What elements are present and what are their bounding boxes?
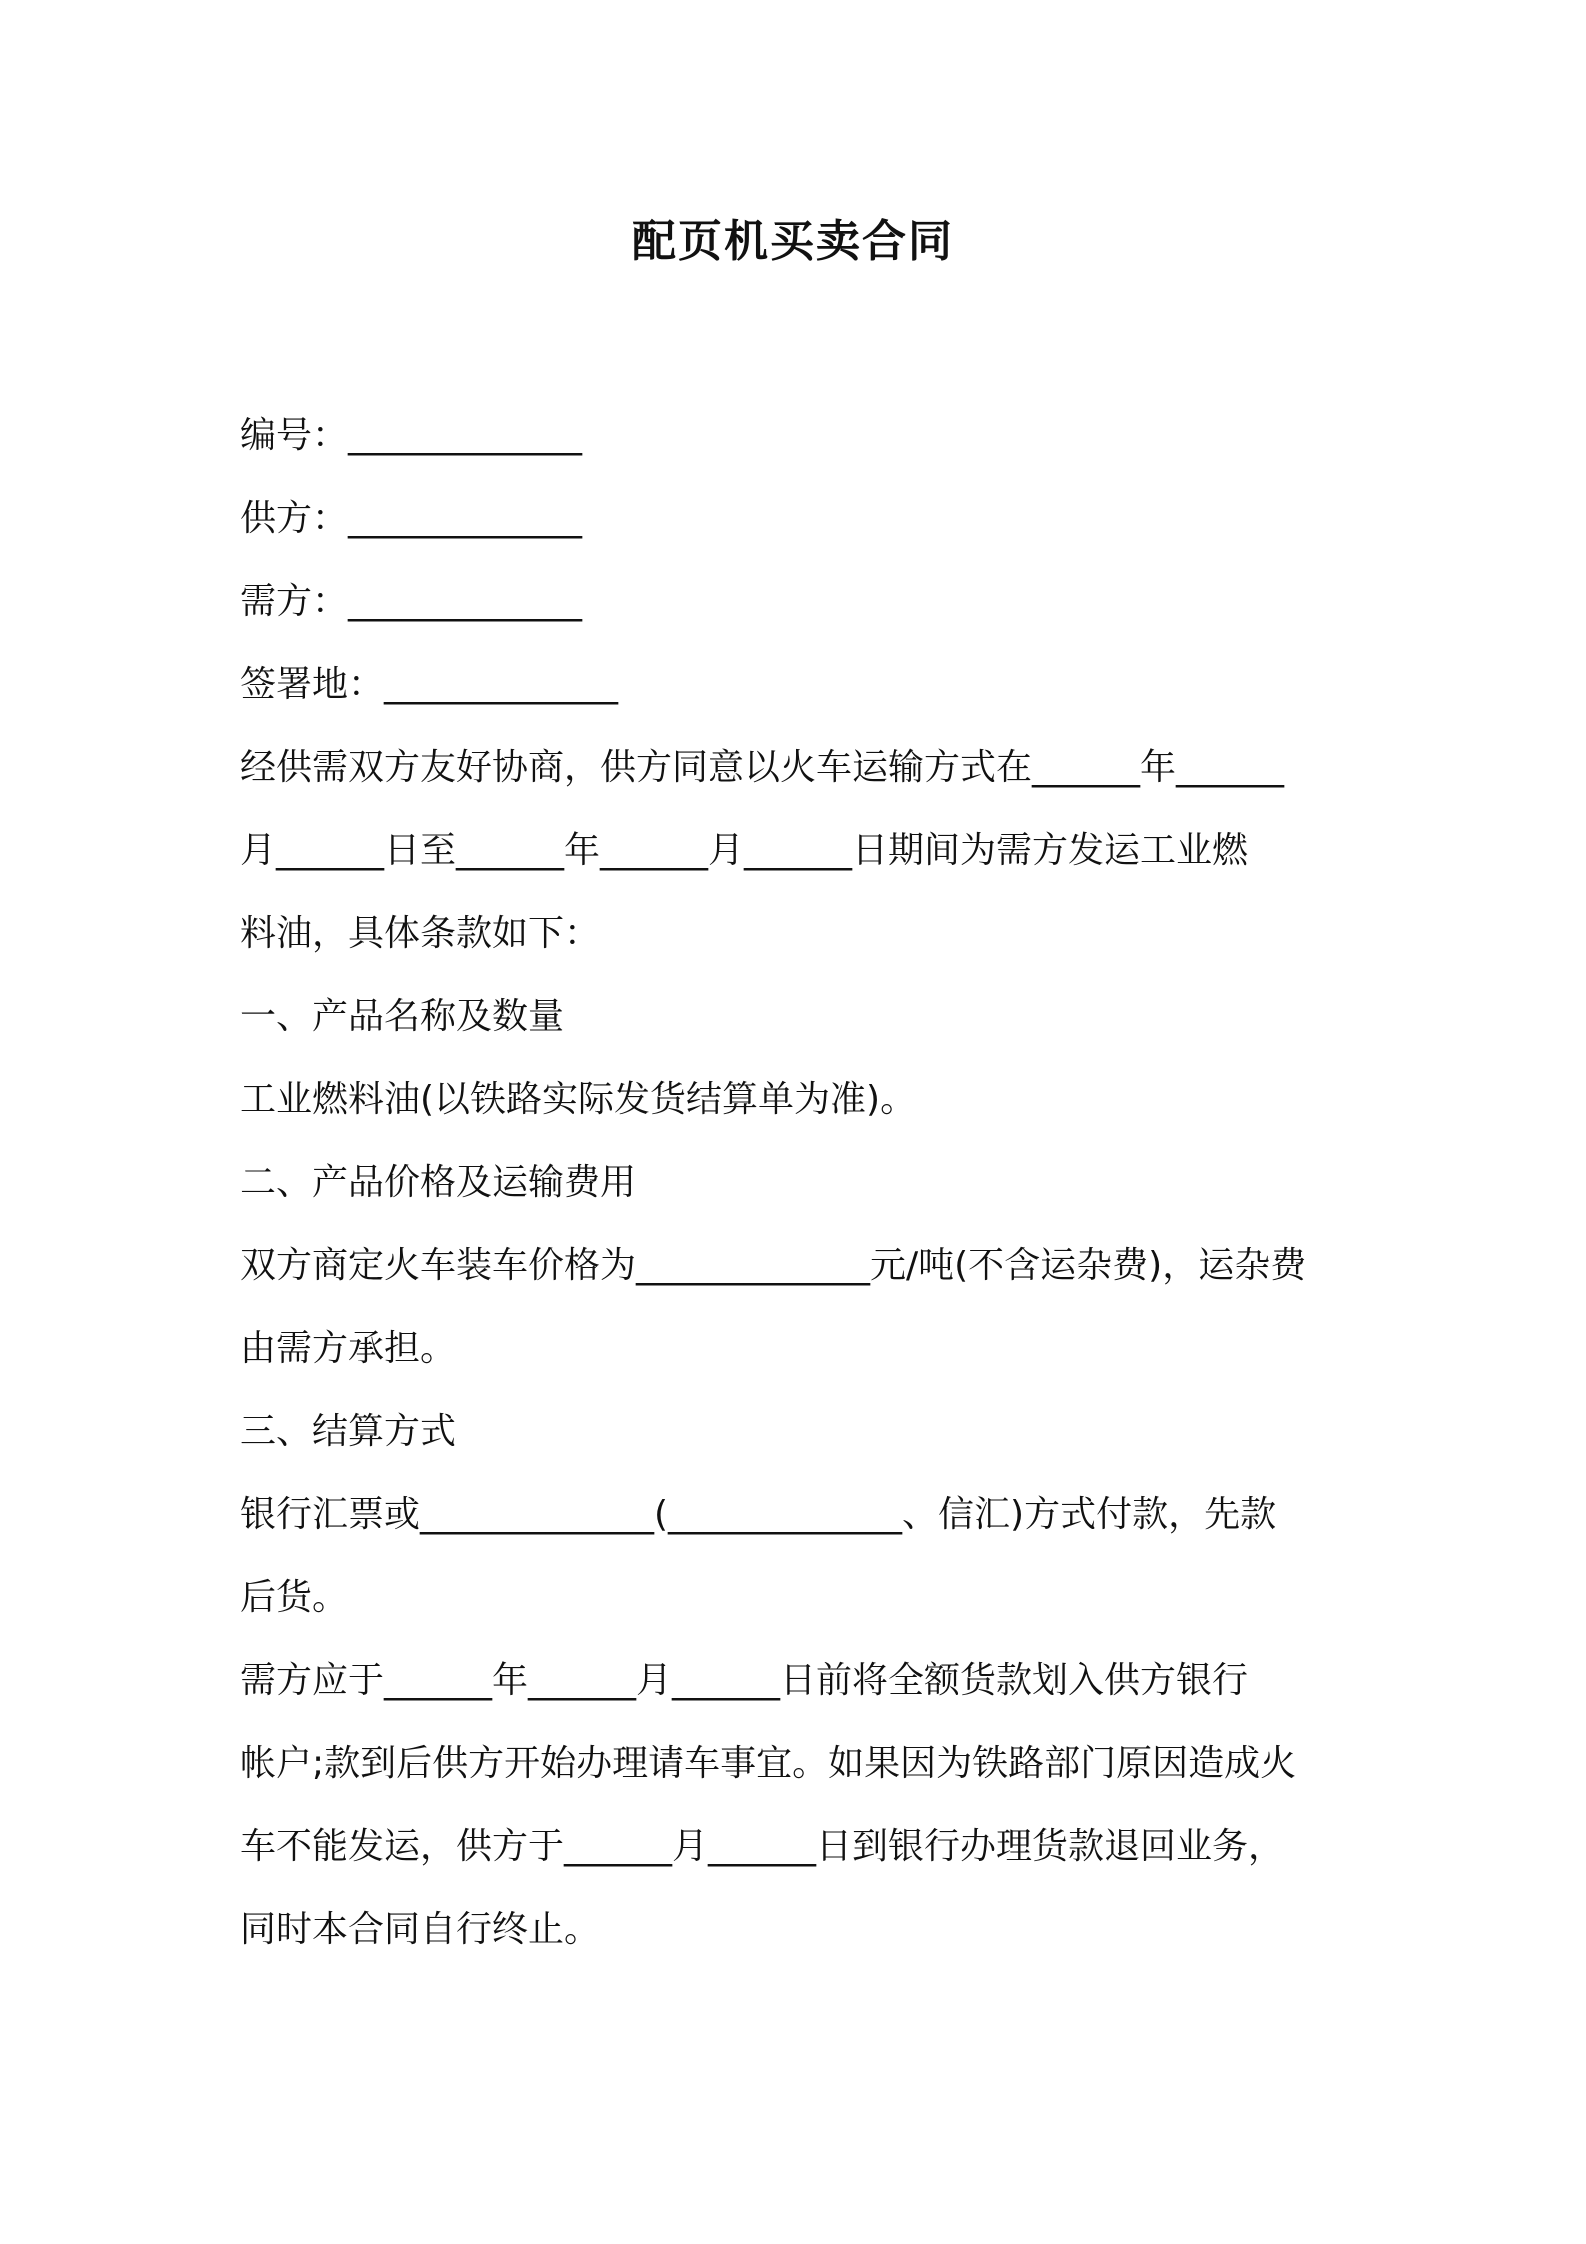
paragraph-line: 同时本合同自行终止。	[240, 1909, 601, 1950]
signing-place-line: 签署地：_____________	[240, 664, 619, 705]
section-heading: 三、结算方式	[240, 1411, 457, 1452]
paragraph-line: 由需方承担。	[240, 1328, 457, 1369]
document-title: 配页机买卖合同	[632, 216, 954, 267]
section-heading: 一、产品名称及数量	[240, 996, 565, 1037]
buyer-line: 需方：_____________	[240, 581, 583, 622]
intro-paragraph-line: 料油，具体条款如下：	[240, 913, 601, 954]
paragraph-line: 工业燃料油(以铁路实际发货结算单为准)。	[240, 1079, 917, 1120]
document-body	[240, 406, 1350, 1983]
paragraph-line: 车不能发运，供方于______月______日到银行办理货款退回业务，	[240, 1826, 1285, 1867]
paragraph-line: 需方应于______年______月______日前将全额货款划入供方银行	[240, 1660, 1249, 1701]
paragraph-line: 银行汇票或_____________(_____________、信汇)方式付款，先款	[240, 1494, 1277, 1535]
section-heading: 二、产品价格及运输费用	[240, 1162, 637, 1203]
supplier-line: 供方：_____________	[240, 498, 583, 539]
intro-paragraph-line: 经供需双方友好协商，供方同意以火车运输方式在______年______	[240, 747, 1285, 788]
paragraph-line: 后货。	[240, 1577, 349, 1618]
paragraph-line: 帐户;款到后供方开始办理请车事宜。如果因为铁路部门原因造成火	[240, 1743, 1297, 1784]
paragraph-line: 双方商定火车装车价格为_____________元/吨(不含运杂费)，运杂费	[240, 1245, 1307, 1286]
contract-number-line: 编号：_____________	[240, 415, 583, 456]
intro-paragraph-line: 月______日至______年______月______日期间为需方发运工业燃	[240, 830, 1249, 871]
